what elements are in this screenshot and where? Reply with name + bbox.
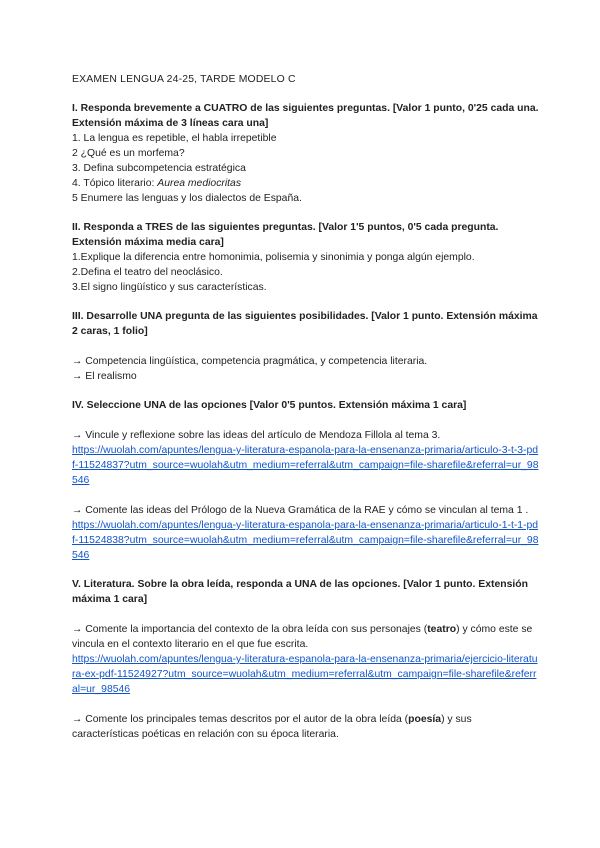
section-3 — [72, 309, 540, 384]
option-5-2-genre: poesía — [408, 714, 442, 725]
option-5-1-pre: → Comente la importancia del contexto de la obra leída con sus personajes ( — [72, 624, 428, 635]
option-5-2-text — [72, 712, 540, 742]
question-1-4-latin: Aurea mediocritas — [157, 178, 242, 189]
option-4-1-link[interactable]: https://wuolah.com/apuntes/lengua-y-literatura-espanola-para-la-ensenanza-primaria/articulo-3-t-3-pdf-11524837?utm_source=wuolah&utm_medium=referral&utm_campaign=file-sharefile&referral=ur_98546 — [72, 445, 539, 486]
option-4-2-text: → Comente las ideas del Prólogo de la Nueva Gramática de la RAE y cómo se vinculan al tema 1 . — [72, 505, 529, 516]
option-3-2: → El realismo — [72, 371, 137, 382]
question-1-4 — [72, 176, 540, 191]
question-1-4-text: 4. Tópico literario: — [72, 178, 158, 189]
question-2-1: 1.Explique la diferencia entre homonimia, polisemia y sinonimia y ponga algún ejemplo. — [72, 252, 475, 263]
section-1-heading: I. Responda brevemente a CUATRO de las siguientes preguntas. [Valor 1 punto, 0'25 cada una. Extensión máxima de 3 líneas cara una] — [72, 103, 539, 129]
section-3-heading: III. Desarrolle UNA pregunta de las siguientes posibilidades. [Valor 1 punto. Extensión máxima 2 caras, 1 folio] — [72, 311, 538, 337]
option-5-2-post: ) y sus características poéticas en relación con su época literaria. — [72, 714, 472, 740]
option-5-1-post: ) y cómo este se vincula en el contexto literario en el que fue escrita. — [72, 624, 533, 650]
question-1-3: 3. Defina subcompetencia estratégica — [72, 163, 246, 174]
option-5-1-text — [72, 622, 540, 652]
section-4-heading: IV. Seleccione UNA de las opciones [Valor 0'5 puntos. Extensión máxima 1 cara] — [72, 400, 467, 411]
question-2-3: 3.El signo lingüístico y sus características. — [72, 282, 267, 293]
exam-title: EXAMEN LENGUA 24-25, TARDE MODELO C — [72, 74, 296, 85]
question-1-1: 1. La lengua es repetible, el habla irrepetible — [72, 133, 277, 144]
option-5-2-pre: → Comente los principales temas descritos por el autor de la obra leída ( — [72, 714, 409, 725]
option-5-1-genre: teatro — [427, 624, 457, 635]
option-3-1: → Competencia lingüística, competencia pragmática, y competencia literaria. — [72, 356, 428, 367]
question-1-2: 2 ¿Qué es un morfema? — [72, 148, 185, 159]
section-5 — [72, 577, 540, 742]
option-4-1-text: → Vincule y reflexione sobre las ideas del artículo de Mendoza Fillola al tema 3. — [72, 430, 441, 441]
section-4 — [72, 398, 540, 563]
option-4-2-link[interactable]: https://wuolah.com/apuntes/lengua-y-literatura-espanola-para-la-ensenanza-primaria/articulo-1-t-1-pdf-11524838?utm_source=wuolah&utm_medium=referral&utm_campaign=file-sharefile&referral=ur_98546 — [72, 520, 539, 561]
question-1-5: 5 Enumere las lenguas y los dialectos de España. — [72, 193, 302, 204]
section-1 — [72, 101, 540, 206]
option-5-1-link[interactable]: https://wuolah.com/apuntes/lengua-y-literatura-espanola-para-la-ensenanza-primaria/ejercicio-literatura-ex-pdf-11524927?utm_source=wuolah&utm_medium=referral&utm_campaign=file-sharefile&referral=ur_98546 — [72, 654, 538, 695]
question-2-2: 2.Defina el teatro del neoclásico. — [72, 267, 223, 278]
section-5-heading: V. Literatura. Sobre la obra leída, responda a UNA de las opciones. [Valor 1 punto. Extensión máxima 1 cara] — [72, 579, 528, 605]
section-2 — [72, 220, 540, 295]
section-2-heading: II. Responda a TRES de las siguientes preguntas. [Valor 1'5 puntos, 0'5 cada pregunta. Extensión máxima media cara] — [72, 222, 499, 248]
